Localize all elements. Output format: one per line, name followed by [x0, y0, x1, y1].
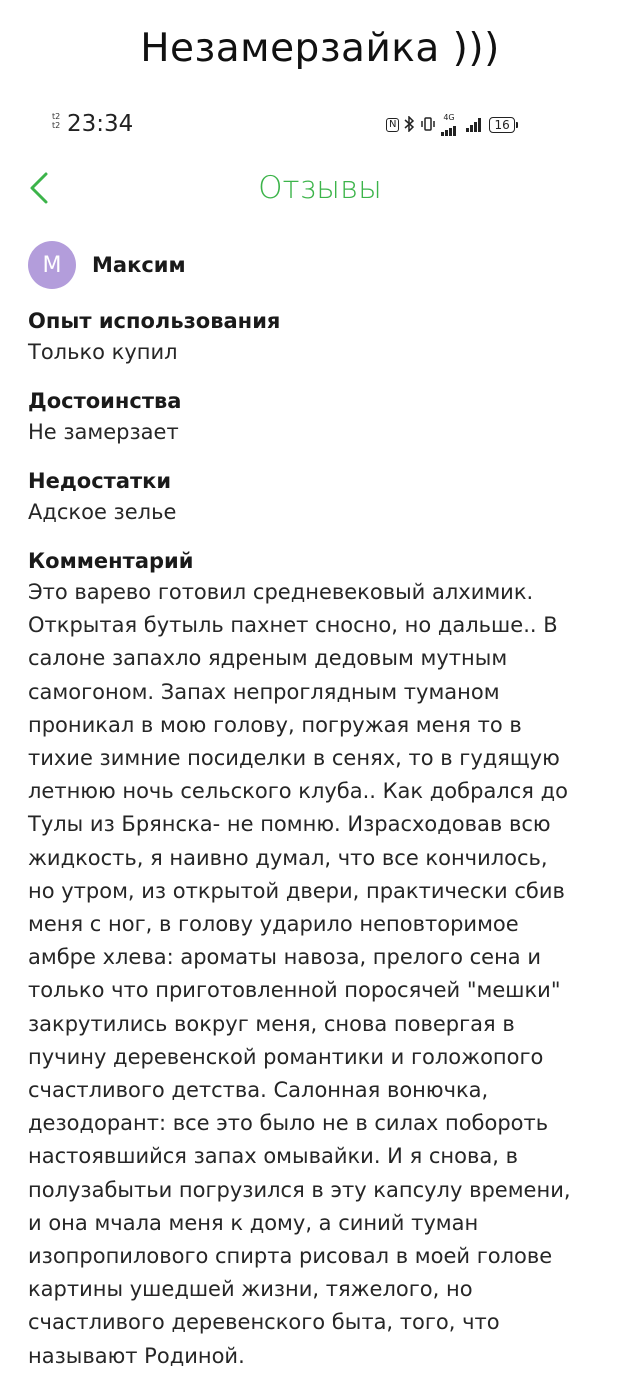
section-title: Опыт использования — [28, 309, 281, 333]
comment-line: жидкость, я наивно думал, что все кончилось, — [28, 845, 548, 870]
status-icons — [386, 113, 518, 137]
comment-line: Это варево готовил средневековый алхимик. — [28, 580, 534, 604]
sim-indicators — [52, 112, 60, 130]
sim-tag-1: t2 — [52, 112, 61, 121]
comment-line: настоявшийся запах омывайки. И я снова, в — [28, 1144, 518, 1169]
signal-strength-icon-1 — [441, 122, 456, 136]
mobile-data-indicator — [441, 114, 456, 136]
status-time: 23:34 — [67, 111, 134, 137]
review-section-comment — [28, 546, 613, 1373]
status-bar — [0, 110, 640, 140]
comment-line: амбре хлева: ароматы навоза, прелого сена и — [28, 945, 542, 970]
comment-line: счастливого деревенского быта, того, что — [28, 1310, 500, 1335]
author-name: Максим — [92, 253, 186, 277]
review-author[interactable] — [28, 240, 186, 290]
comment-line: но утром, из открытой двери, практически сбив — [28, 878, 565, 903]
comment-line: и она мчала меня к дому, а синий туман — [28, 1210, 479, 1235]
comment-line: Открытая бутыль пахнет сносно, но дальше.. В — [28, 613, 558, 638]
network-type-label: 4G — [443, 113, 455, 122]
section-title: Недостатки — [28, 469, 172, 493]
comment-line: самогоном. Запах непроглядным туманом — [28, 679, 500, 704]
review-section-pros — [28, 386, 613, 448]
bluetooth-icon — [403, 116, 415, 135]
review-section-experience — [28, 306, 613, 368]
section-title: Достоинства — [28, 389, 182, 413]
comment-line: меня с ног, в голову ударило неповторимое — [28, 912, 519, 937]
app-bar — [0, 162, 640, 218]
comment-line: салоне запахло ядреным дедовым мутным — [28, 646, 508, 671]
screen-title: Отзывы — [258, 170, 382, 206]
vibrate-icon — [419, 116, 437, 135]
comment-text — [28, 576, 613, 1373]
comment-line: счастливого детства. Салонная вонючка, — [28, 1078, 489, 1103]
comment-line: летнюю ночь сельского клуба.. Как добрался до — [28, 779, 568, 804]
nfc-icon: N — [386, 118, 399, 132]
battery-level: 16 — [489, 117, 514, 133]
section-title: Комментарий — [28, 549, 194, 573]
section-text: Только купил — [28, 340, 178, 364]
comment-line: проникал в мою голову, погружая меня то в — [28, 712, 522, 737]
comment-line: Тулы из Брянска- не помню. Израсходовав всю — [28, 812, 551, 837]
section-text: Адское зелье — [28, 500, 177, 524]
review-body — [28, 306, 613, 1391]
section-text: Не замерзает — [28, 420, 179, 444]
comment-line: картины ушедшей жизни, тяжелого, но — [28, 1277, 473, 1302]
battery-icon — [489, 117, 517, 133]
comment-line: только что приготовленной поросячей "мешки" — [28, 978, 561, 1003]
comment-line: дезодорант: все это было не в силах побороть — [28, 1111, 549, 1136]
meme-caption: Незамерзайка ))) — [140, 26, 500, 71]
comment-line: изопропилового спирта рисовал в моей голове — [28, 1244, 553, 1269]
sim-tag-2: t2 — [52, 121, 61, 130]
review-section-cons — [28, 466, 613, 528]
comment-line: полузабытьи погрузился в эту капсулу времени, — [28, 1177, 571, 1202]
signal-strength-icon-2 — [466, 118, 481, 132]
comment-line: пучину деревенской романтики и голожопого — [28, 1044, 544, 1069]
comment-line: закрутились вокруг меня, снова повергая в — [28, 1011, 515, 1036]
comment-line: тихие зимние посиделки в сенях, то в гудящую — [28, 746, 560, 771]
avatar: M — [28, 241, 76, 289]
comment-line: называют Родиной. — [28, 1343, 245, 1368]
